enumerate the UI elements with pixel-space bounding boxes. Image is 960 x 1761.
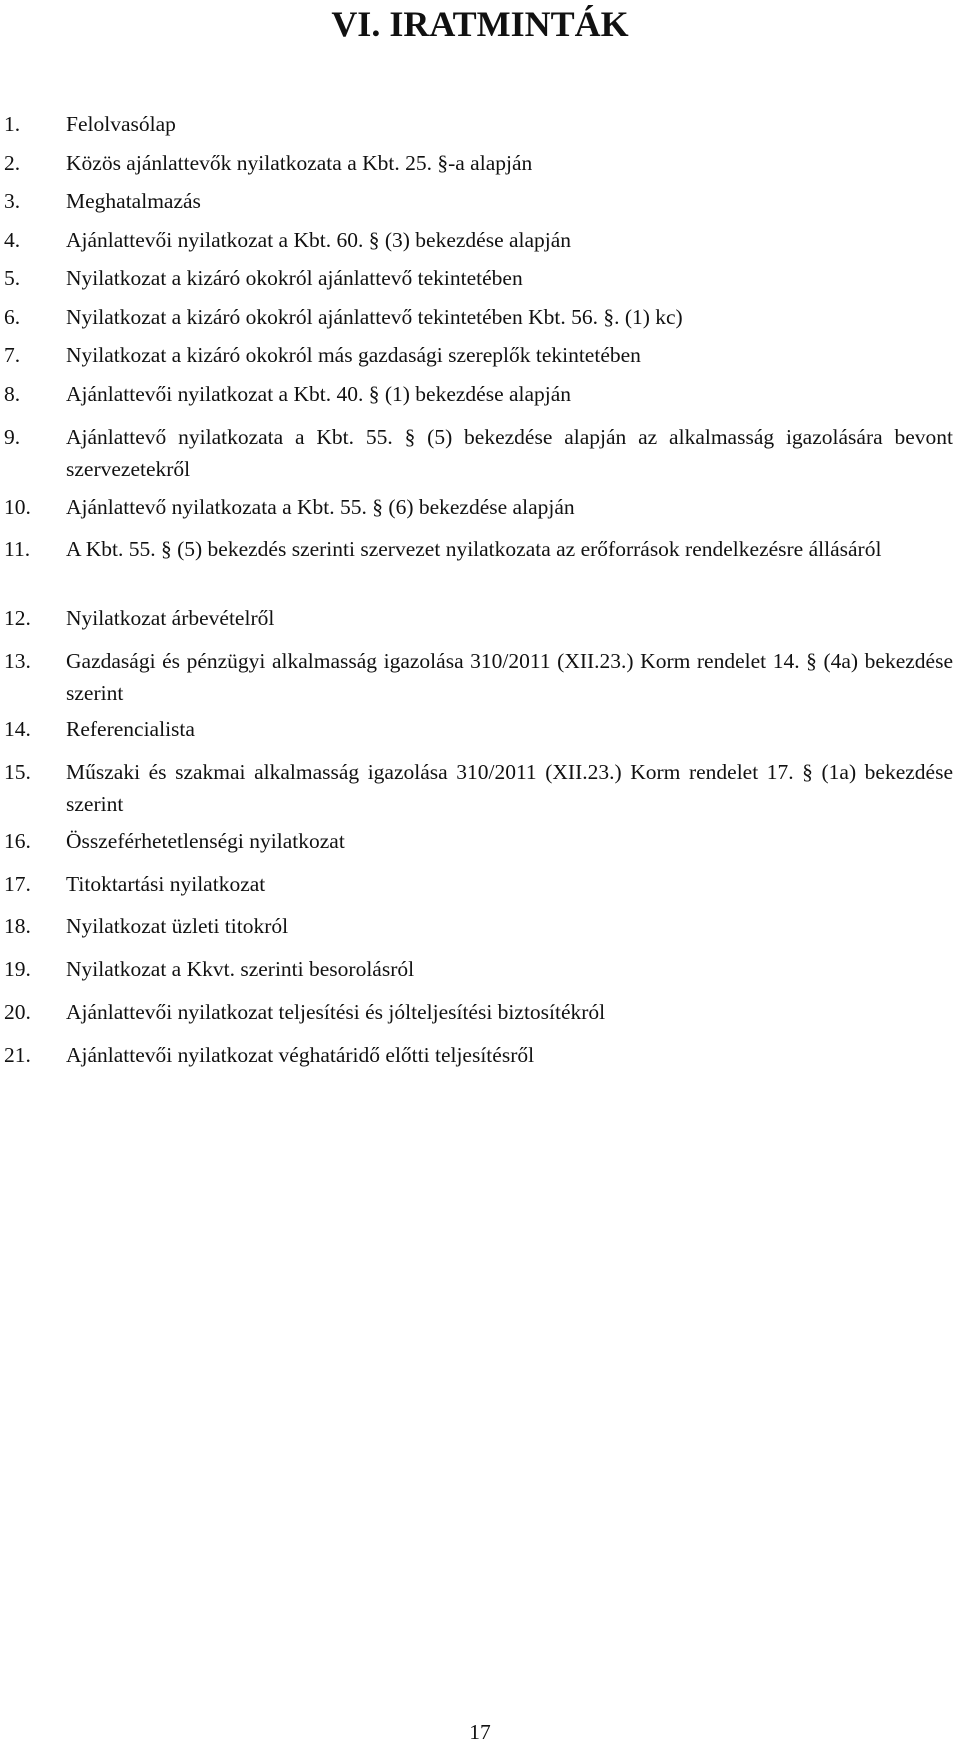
list-item-number: 2.: [4, 151, 21, 175]
list-item-text: Közös ajánlattevők nyilatkozata a Kbt. 25. §-a alapján: [66, 151, 533, 175]
list-item-number: 1.: [4, 112, 21, 136]
list-item-number: 15.: [4, 760, 31, 784]
list-item-number: 10.: [4, 495, 31, 519]
list-item-text: Nyilatkozat üzleti titokról: [66, 914, 289, 938]
list-item-text: Ajánlattevői nyilatkozat véghatáridő előtti teljesítésről: [66, 1043, 535, 1067]
list-item-text: Felolvasólap: [66, 112, 176, 136]
page-title: VI. IRATMINTÁK: [331, 4, 629, 44]
list-item-number: 9.: [4, 425, 21, 449]
list-item-text: Ajánlattevői nyilatkozat a Kbt. 40. § (1) bekezdése alapján: [66, 382, 572, 406]
list-item-number: 16.: [4, 829, 31, 853]
list-item-text: Műszaki és szakmai alkalmasság igazolása 310/2011 (XII.23.) Korm rendelet 17. § (1a) bekezdése szerint: [66, 760, 953, 816]
list-item-text: Ajánlattevő nyilatkozata a Kbt. 55. § (5) bekezdése alapján az alkalmasság igazolására bevont szervezetekről: [66, 425, 953, 481]
list-item-text: Összeférhetetlenségi nyilatkozat: [66, 829, 345, 853]
list-item-number: 18.: [4, 914, 31, 938]
list-item-number: 8.: [4, 382, 21, 406]
list-item-text: Ajánlattevői nyilatkozat a Kbt. 60. § (3) bekezdése alapján: [66, 228, 572, 252]
list-item-text: Nyilatkozat a kizáró okokról ajánlattevő tekintetében Kbt. 56. §. (1) kc): [66, 305, 683, 329]
list-item-number: 5.: [4, 266, 21, 290]
list-item-text: Titoktartási nyilatkozat: [66, 872, 266, 896]
list-item-text: Referencialista: [66, 717, 195, 741]
list-item-text: A Kbt. 55. § (5) bekezdés szerinti szervezet nyilatkozata az erőforrások rendelkezésre állásáról: [66, 537, 882, 561]
list-item-number: 13.: [4, 649, 31, 673]
list-item-number: 4.: [4, 228, 21, 252]
list-item-text: Nyilatkozat a kizáró okokról ajánlattevő tekintetében: [66, 266, 523, 290]
list-item-number: 6.: [4, 305, 21, 329]
list-item-number: 17.: [4, 872, 31, 896]
list-item-text: Nyilatkozat a Kkvt. szerinti besorolásról: [66, 957, 415, 981]
list-item-number: 3.: [4, 189, 21, 213]
list-item-number: 7.: [4, 343, 21, 367]
list-item-text: Nyilatkozat a kizáró okokról más gazdasági szereplők tekintetében: [66, 343, 641, 367]
list-item-text: Gazdasági és pénzügyi alkalmasság igazolása 310/2011 (XII.23.) Korm rendelet 14. § (4a) bekezdése szerint: [66, 649, 953, 705]
list-item-number: 11.: [4, 537, 31, 561]
list-item-number: 14.: [4, 717, 31, 741]
page-number: 17: [469, 1720, 491, 1744]
list-item-text: Ajánlattevő nyilatkozata a Kbt. 55. § (6) bekezdése alapján: [66, 495, 575, 519]
list-item-number: 12.: [4, 606, 31, 630]
list-item-text: Meghatalmazás: [66, 189, 201, 213]
list-item-number: 20.: [4, 1000, 31, 1024]
list-item-text: Nyilatkozat árbevételről: [66, 606, 275, 630]
list-item-number: 21.: [4, 1043, 31, 1067]
list-item-text: Ajánlattevői nyilatkozat teljesítési és jólteljesítési biztosítékról: [66, 1000, 606, 1024]
list-item-number: 19.: [4, 957, 31, 981]
